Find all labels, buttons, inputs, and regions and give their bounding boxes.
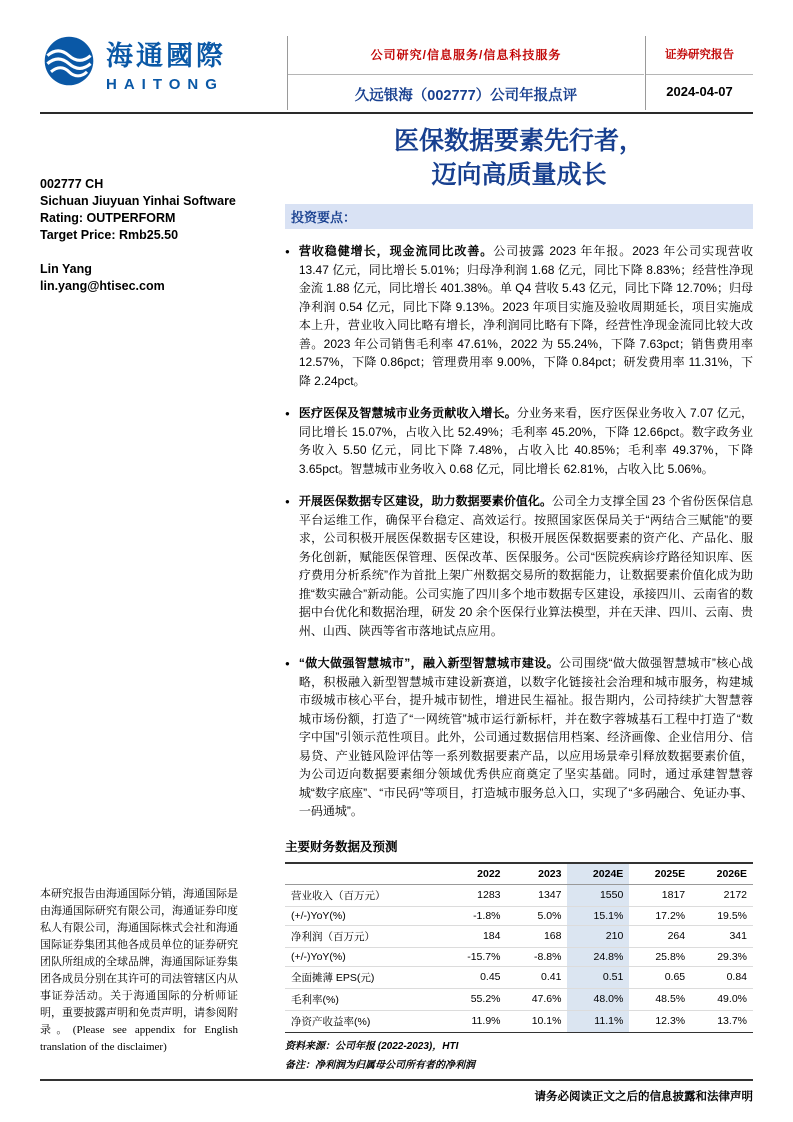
row-value: 5.0% [507,906,568,925]
row-value: -15.7% [440,947,506,966]
bullet-list [285,242,753,821]
table-row [285,947,753,966]
row-value: 0.41 [507,966,568,988]
row-label: (+/-)YoY(%) [285,906,440,925]
header-rule [40,112,753,114]
bullet-text: “做大做强智慧城市”，融入新型智慧城市建设。公司围绕“做大做强智慧城市”核心战略，积极融入新型智慧城市建设新赛道，以数字化链接社会治理和城市服务，构建城市级城市核心平台，提升城市韧性，增进民生福祉。报告期内，公司持续扩大智慧蓉城市场份额，打造了“一网统管”城市运行新标杆，并在数字蓉城基石工程中打造了“数字中国”引领示范性项目。此外，公司通过数据信用档案、经济画像、企业信用分、信易贷、产业链风险评估等一系列数据要素产品，以应用场景牵引释放数据要素价值，为公司迈向数据要素细分领域优秀供应商奠定了坚实基础。同时，通过承建智慧蓉城“数字底座”、“市民码”等项目，打造城市服务总入口，实现了“多码融合、免证办事、一码通城”。 [298,656,753,818]
row-value: 0.45 [440,966,506,988]
footer-rule [40,1079,753,1081]
row-value: 0.65 [629,966,691,988]
row-value: 15.1% [567,906,629,925]
page-title-line2: 迈向高质量成长 [431,161,607,189]
row-value: 29.3% [691,947,753,966]
rating: Rating: OUTPERFORM [40,211,176,225]
row-value: 49.0% [691,988,753,1010]
bullet-item [285,404,753,478]
row-value: 48.5% [629,988,691,1010]
row-value: 47.6% [507,988,568,1010]
bullet-item [285,492,753,640]
row-value: 2172 [691,884,753,906]
report-type-label: 证券研究报告 [665,49,734,61]
row-value: 210 [567,925,629,947]
table-row [285,884,753,906]
row-value: 0.51 [567,966,629,988]
distribution-disclaimer: 本研究报告由海通国际分销，海通国际是由海通国际研究有限公司，海通证券印度私人有限公司，海通国际株式会社和海通国际证券集团其他各成员单位的证券研究团队所组成的全球品牌，海通国际证券集团各成员分别在其许可的司法管辖区内从事证券活动。关于海通国际的分析师证明，重要披露声明和免责声明，请参阅附录。(Please see appendix for English translation of the disclaimer) [40,888,238,1053]
main-column [285,204,753,1071]
header-right-rule [646,74,753,75]
row-value: 11.1% [567,1010,629,1032]
row-label: (+/-)YoY(%) [285,947,440,966]
company-name-en: Sichuan Jiuyuan Yinhai Software [40,194,236,208]
row-value: -8.8% [507,947,568,966]
bullet-text: 营收稳健增长，现金流同比改善。公司披露 2023 年年报。2023 年公司实现营收 13.47 亿元，同比增长 5.01%；归母净利润 1.68 亿元，同比下降 8.83%；经营性净现金流 1.88 亿元，同比增长 401.38%。单 Q4 营收 5.43 亿元，同比下降 12.70%；归母净利润 0.54 亿元，同比下降 9.13%。2023 年项目实施及验收周期延长，项目实施成本上升，营业收入同比略有增长，净利润同比略有下降，经营性净现金流同比较大改善。2023 年公司销售毛利率 47.61%，2022 为 55.24%，下降 7.63pct；销售费用率 12.57%，下降 0.86pct；管理费用率 9.00%，下降 0.84pct；研发费用率 11.31%，下降 2.24pct。 [298,244,753,388]
bullet-icon: ● [285,497,290,506]
row-label: 全面摊薄 EPS(元) [285,966,440,988]
bullet-text: 医疗医保及智慧城市业务贡献收入增长。分业务来看，医疗医保业务收入 7.07 亿元，同比增长 15.07%，占收入比 52.49%；毛利率 45.20%，下降 12.66pct。数字政务业务收入 5.50 亿元，同比下降 7.48%，占收入比 40.85%；毛利率 49.37%，下降 3.65pct。智慧城市业务收入 0.68 亿元，同比增长 62.81%，占收入比 5.06%。 [298,406,753,476]
row-value: 264 [629,925,691,947]
table-row [285,906,753,925]
fin-table-body [285,884,753,1032]
bullet-icon: ● [285,409,290,418]
table-row [285,925,753,947]
row-value: 17.2% [629,906,691,925]
bullet-item [285,654,753,821]
row-value: 0.84 [691,966,753,988]
logo-text-en: HAITONG [106,76,224,93]
footer-disclaimer: 请务必阅读正文之后的信息披露和法律声明 [534,1091,753,1103]
row-label: 毛利率(%) [285,988,440,1010]
fin-col-header: 2025E [629,863,691,885]
row-value: 24.8% [567,947,629,966]
row-value: 1283 [440,884,506,906]
row-value: 1550 [567,884,629,906]
row-value: 10.1% [507,1010,568,1032]
haitong-logo [42,34,226,93]
row-value: 55.2% [440,988,506,1010]
row-value: 25.8% [629,947,691,966]
row-label: 净利润（百万元） [285,925,440,947]
report-category: 公司研究/信息服务/信息科技服务 [370,48,562,62]
bullet-text: 开展医保数据专区建设，助力数据要素价值化。公司全力支撑全国 23 个省份医保信息平台运维工作，确保平台稳定、高效运行。按照国家医保局关于“两结合三赋能”的要求，公司积极开展医保数据专区建设，积极开展医保数据要素的资产化、产品化、服务化创新，赋能医保管理、医保改革、医保服务。公司“医院疾病诊疗路径知识库、医疗费用分析系统”作为首批上架广州数据交易所的数据能力，让数据要素价值化成为助推“数实融合”新动能。公司实施了四川多个地市数据专区建设，承接四川、云南省的数据中台优化和数据治理，研发 20 余个医保行业算法模型，并在天津、四川、云南、贵州、山西、陕西等省市落地试点应用。 [298,494,753,638]
row-value: 184 [440,925,506,947]
analyst-email: lin.yang@htisec.com [40,279,165,293]
logo-text-cn: 海通國際 [106,41,226,71]
bullet-icon: ● [285,247,290,256]
table-note: 备注：净利润为归属母公司所有者的净利润 [285,1059,475,1071]
report-subtitle: 久远银海（002777）公司年报点评 [354,88,578,104]
row-value: 48.0% [567,988,629,1010]
row-value: -1.8% [440,906,506,925]
fin-col-header: 2026E [691,863,753,885]
analyst-name: Lin Yang [40,262,92,276]
row-value: 341 [691,925,753,947]
bullet-item [285,242,753,390]
table-source: 资料来源：公司年报 (2022-2023)，HTI [285,1040,459,1052]
report-date: 2024-04-07 [666,84,733,99]
fin-col-header: 2024E [567,863,629,885]
row-label: 营业收入（百万元） [285,884,440,906]
row-value: 168 [507,925,568,947]
page-title-line1: 医保数据要素先行者， [393,127,644,155]
sidebar [40,176,240,295]
row-value: 1817 [629,884,691,906]
header-mid-rule [288,74,644,75]
row-value: 12.3% [629,1010,691,1032]
row-value: 13.7% [691,1010,753,1032]
haitong-logo-icon [42,34,96,93]
fin-col-header: 2022 [440,863,506,885]
fin-col-header [285,863,440,885]
row-value: 11.9% [440,1010,506,1032]
fin-col-header: 2023 [507,863,568,885]
page-title [285,124,753,192]
bullet-icon: ● [285,659,290,668]
financial-table [285,862,753,1033]
fin-table-header-row [285,863,753,885]
row-label: 净资产收益率(%) [285,1010,440,1032]
target-price: Target Price: Rmb25.50 [40,228,179,242]
row-value: 19.5% [691,906,753,925]
financial-table-title: 主要财务数据及预测 [285,839,398,854]
table-row [285,1010,753,1032]
investment-highlights-header: 投资要点： [285,204,753,229]
row-value: 1347 [507,884,568,906]
financial-forecast-section [285,837,753,1071]
table-row [285,988,753,1010]
ticker: 002777 CH [40,177,104,191]
table-row [285,966,753,988]
